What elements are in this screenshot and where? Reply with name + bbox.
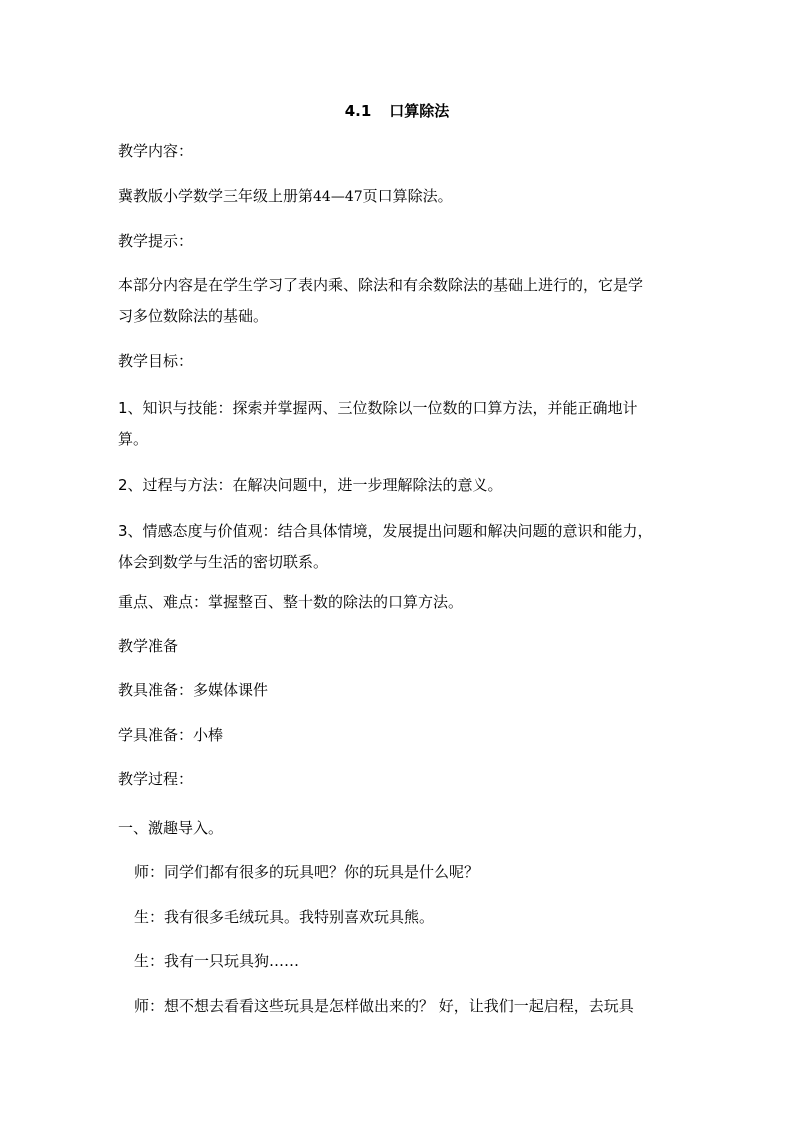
heading-teaching-goals: 教学目标： xyxy=(118,352,194,370)
heading-teaching-process: 教学过程： xyxy=(118,770,194,788)
goal-3-line-1: 3、情感态度与价值观：结合具体情境，发展提出问题和解决问题的意识和能力， xyxy=(118,522,653,540)
step-1-heading: 一、激趣导入。 xyxy=(118,819,224,837)
teacher-materials: 教具准备：多媒体课件 xyxy=(118,681,269,699)
teaching-content-text: 冀教版小学数学三年级上册第44—47页口算除法。 xyxy=(118,187,453,205)
dialogue-student-1: 生：我有很多毛绒玩具。我特别喜欢玩具熊。 xyxy=(134,908,435,926)
student-materials: 学具准备：小棒 xyxy=(118,726,224,744)
key-points: 重点、难点：掌握整百、整十数的除法的口算方法。 xyxy=(118,593,464,611)
section-number: 4.1 xyxy=(344,102,372,120)
goal-1-line-1: 1、知识与技能：探索并掌握两、三位数除以一位数的口算方法，并能正确地计 xyxy=(118,399,638,417)
section-title: 口算除法 xyxy=(389,102,450,120)
page-title xyxy=(0,101,794,121)
heading-teaching-preparation: 教学准备 xyxy=(118,637,179,655)
goal-2: 2、过程与方法：在解决问题中，进一步理解除法的意义。 xyxy=(118,476,503,494)
goal-3-line-2: 体会到数学与生活的密切联系。 xyxy=(118,553,329,571)
teaching-hints-line-2: 习多位数除法的基础。 xyxy=(118,307,269,325)
heading-teaching-content: 教学内容： xyxy=(118,142,194,160)
goal-1-line-2: 算。 xyxy=(118,430,149,448)
dialogue-teacher-1: 师：同学们都有很多的玩具吧？你的玩具是什么呢？ xyxy=(134,863,480,881)
heading-teaching-hints: 教学提示： xyxy=(118,232,194,250)
dialogue-teacher-2: 师：想不想去看看这些玩具是怎样做出来的？ 好，让我们一起启程，去玩具 xyxy=(134,997,634,1015)
teaching-hints-line-1: 本部分内容是在学生学习了表内乘、除法和有余数除法的基础上进行的，它是学 xyxy=(118,276,644,294)
dialogue-student-2: 生：我有一只玩具狗…… xyxy=(134,952,300,970)
